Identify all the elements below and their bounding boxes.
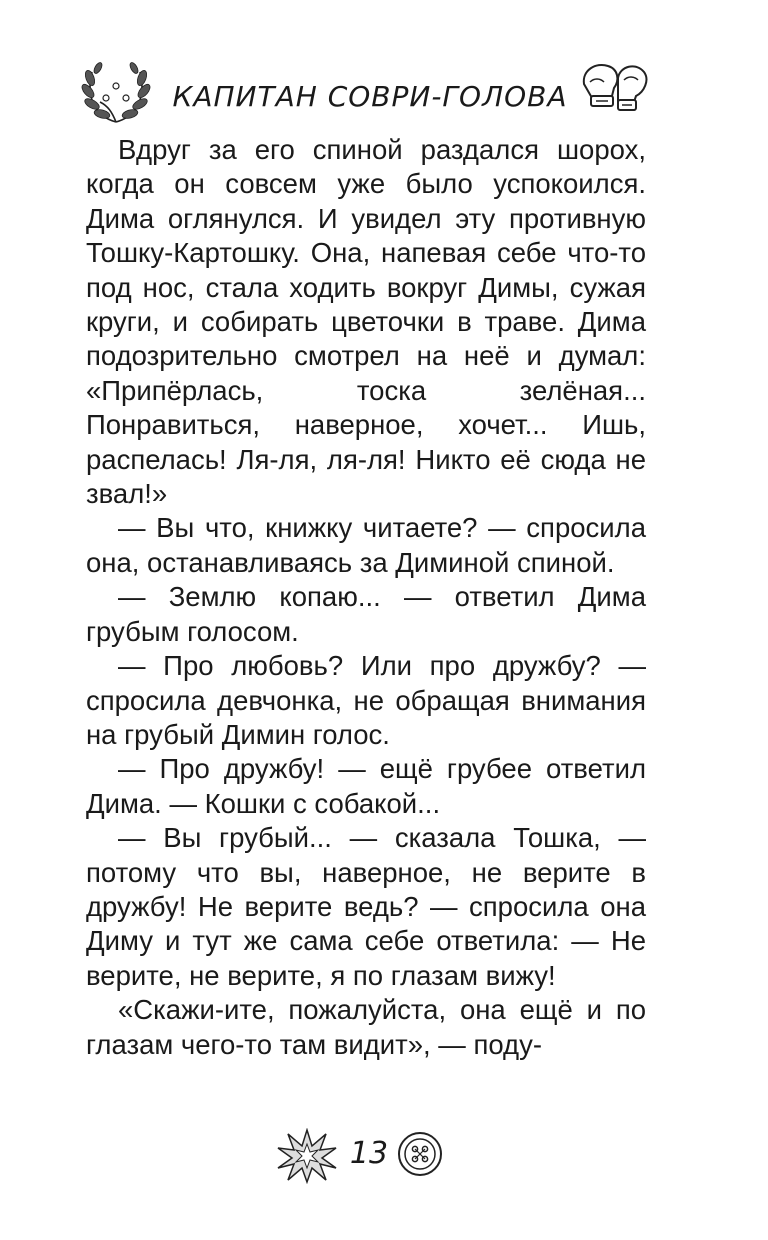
paragraph: «Скажи-ите, пожалуйста, она ещё и по глазам чего-то там видит», — поду- [86,994,646,1060]
paragraph: — Вы что, книжку читаете? — спросила она, останавливаясь за Диминой спиной. [86,512,646,578]
page-header [0,40,768,130]
paragraph: — Про дружбу! — ещё грубее ответил Дима. — Кошки с собакой... [86,753,646,819]
page-footer [0,1126,768,1196]
body-text [86,133,646,1062]
starburst-icon [276,1128,338,1184]
running-title: КАПИТАН СОВРИ-ГОЛОВА [172,80,568,113]
page-number: 13 [349,1136,389,1171]
button-icon [396,1130,444,1178]
paragraph: Вдруг за его спиной раздался шорох, когда он совсем уже было успокоился. Дима оглянулся. И увидел эту противную Тошку-Картошку. Она, напевая себе что-то под нос, стала ходить вокруг Димы, сужая круги, и собирать цветочки в траве. Дима подозрительно смотрел на неё и думал: «Припёрлась, тоска зелёная... Понравиться, наверное, хочет... Ишь, распелась! Ля-ля, ля-ля! Никто её сюда не звал!» [86,134,646,510]
laurel-wreath-icon [78,58,154,128]
paragraph: — Вы грубый... — сказала Тошка, — потому что вы, наверное, не верите в дружбу! Не верите ведь? — спросила она Диму и тут же сама себе ответила: — Не верите, не верите, я по глазам вижу! [86,822,646,991]
paragraph: — Про любовь? Или про дружбу? — спросила девчонка, не обращая внимания на грубый Димин голос. [86,650,646,750]
paragraph: — Землю копаю... — ответил Дима грубым голосом. [86,581,646,647]
boxing-gloves-icon [578,58,650,120]
